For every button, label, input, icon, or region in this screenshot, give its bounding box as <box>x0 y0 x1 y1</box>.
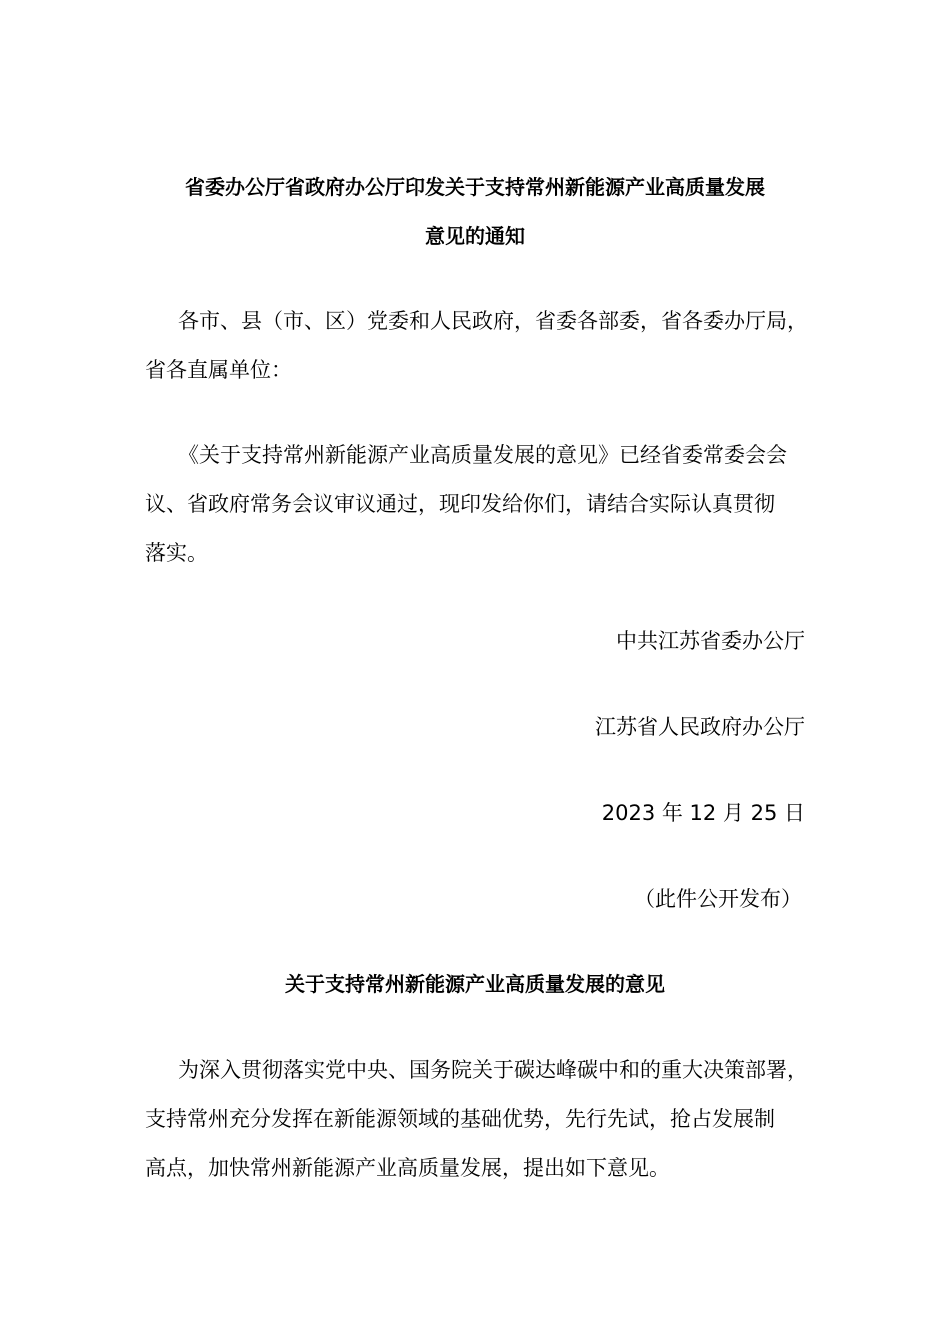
notice-body-line-3: 落实。 <box>145 541 208 565</box>
opinion-intro-line-1: 为深入贯彻落实党中央、国务院关于碳达峰碳中和的重大决策部署， <box>178 1058 808 1082</box>
issuer-signature-2: 江苏省人民政府办公厅 <box>595 715 805 739</box>
issue-date: 2023 年 12 月 25 日 <box>601 801 805 825</box>
notice-title-line-1: 省委办公厅省政府办公厅印发关于支持常州新能源产业高质量发展 <box>185 175 765 199</box>
notice-body-line-1: 《关于支持常州新能源产业高质量发展的意见》已经省委常委会会 <box>178 443 787 467</box>
opinion-intro-paragraph <box>145 1055 810 1184</box>
opinion-intro-line-2: 支持常州充分发挥在新能源领域的基础优势，先行先试，抢占发展制 <box>145 1107 775 1131</box>
salutation-line-1: 各市、县（市、区）党委和人民政府，省委各部委，省各委办厅局， <box>178 309 808 333</box>
notice-body-line-2: 议、省政府常务会议审议通过，现印发给你们，请结合实际认真贯彻 <box>145 492 775 516</box>
notice-title-line-2: 意见的通知 <box>425 224 525 248</box>
salutation-line-2: 省各直属单位： <box>145 358 292 382</box>
opinion-intro-line-3: 高点，加快常州新能源产业高质量发展，提出如下意见。 <box>145 1156 670 1180</box>
issuer-signature-1: 中共江苏省委办公厅 <box>616 629 805 653</box>
notice-body-paragraph <box>145 440 810 569</box>
opinion-title: 关于支持常州新能源产业高质量发展的意见 <box>285 972 665 996</box>
salutation-paragraph <box>145 306 810 386</box>
publication-note: （此件公开发布） <box>634 887 802 911</box>
